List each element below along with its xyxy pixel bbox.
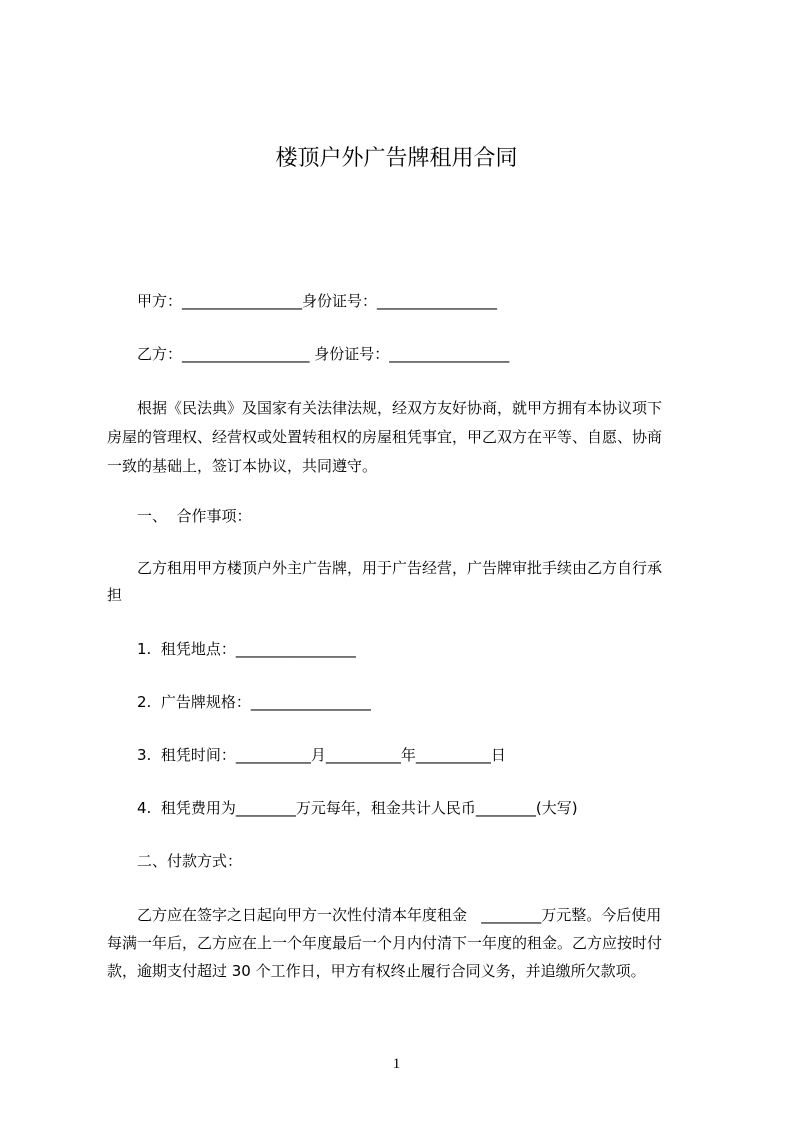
party-a-line: 甲方：________________身份证号：________________ [137,292,498,310]
list-item: 2. 广告牌规格：________________ [137,693,371,711]
document-title: 楼顶户外广告牌租用合同 [275,146,518,171]
section-body-line: 乙方应在签字之日起向甲方一次性付清本年度租金 ________万元整。今后使用 [137,906,662,924]
intro-line: 房屋的管理权、经营权或处置转租权的房屋租凭事宜，甲乙双方在平等、自愿、协商 [107,428,663,446]
list-item: 4. 租凭费用为________万元每年，租金共计人民币________(大写) [137,799,578,817]
list-item: 1. 租凭地点：________________ [137,640,356,658]
list-item: 3. 租凭时间：__________月__________年__________日 [137,746,506,764]
section-body-line: 乙方租用甲方楼顶户外主广告牌，用于广告经营，广告牌审批手续由乙方自行承 [137,559,663,577]
section-heading: 二、付款方式： [137,852,243,870]
section-body-line: 每满一年后，乙方应在上一个年度最后一个月内付清下一年度的租金。乙方应按时付 [107,934,663,952]
intro-line: 一致的基础上，签订本协议，共同遵守。 [107,457,378,475]
page-number: 1 [392,1056,401,1072]
section-body-line: 款，逾期支付超过 30 个工作日，甲方有权终止履行合同义务，并追缴所欠款项。 [107,962,646,980]
intro-line: 根据《民法典》及国家有关法律法规，经双方友好协商，就甲方拥有本协议项下 [137,399,663,417]
party-b-line: 乙方：_________________ 身份证号：________________ [137,345,510,363]
section-body-line: 担 [107,586,123,604]
section-heading: 一、 合作事项： [137,507,252,525]
